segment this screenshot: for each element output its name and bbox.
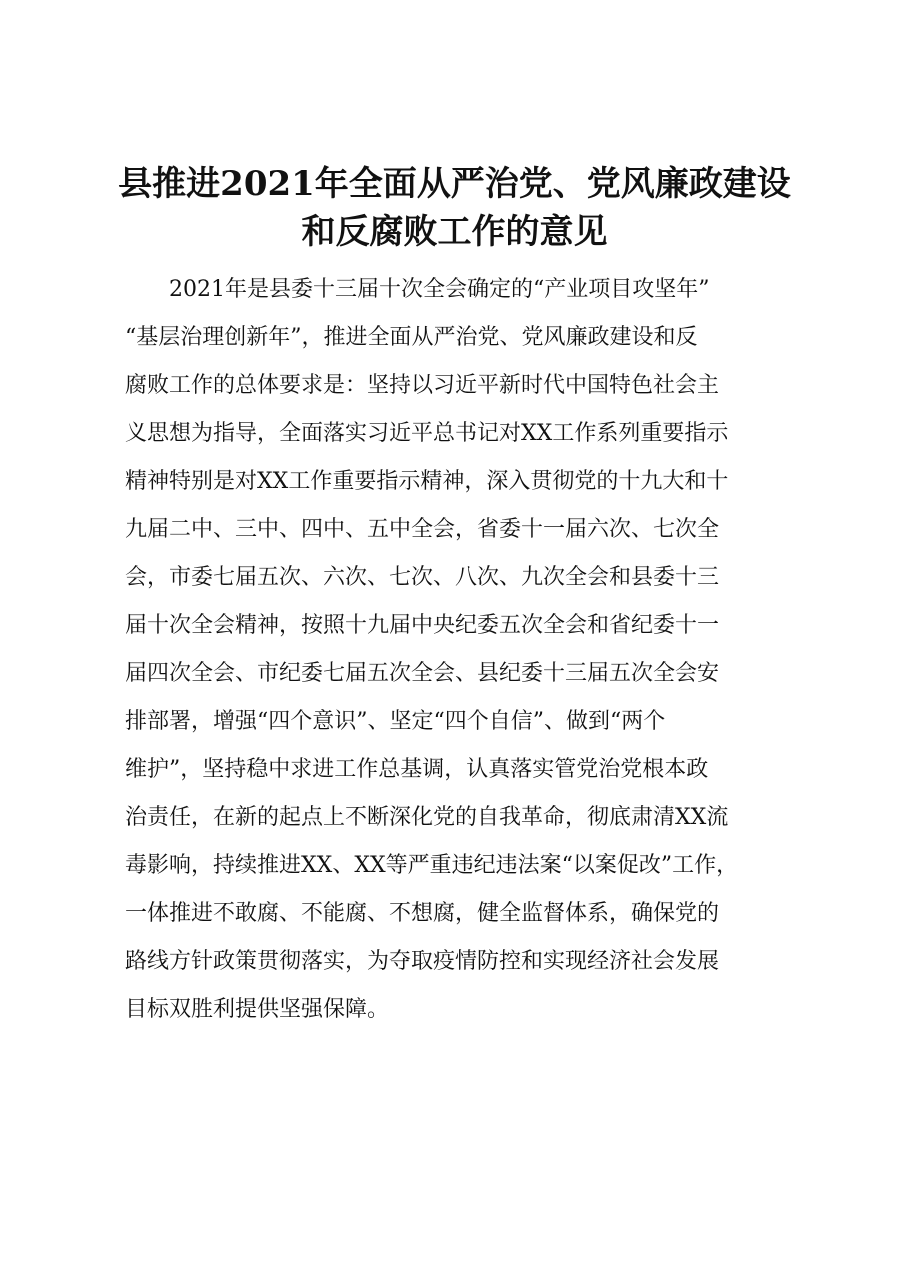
body-line-1: 2021年是县委十三届十次全会确定的“产业项目攻坚年” <box>169 277 710 302</box>
body-line-4: 义思想为指导，全面落实习近平总书记对XX工作系列重要指示 <box>125 421 729 446</box>
body-line-7: 会，市委七届五次、六次、七次、八次、九次全会和县委十三 <box>125 565 720 590</box>
body-line-8: 届十次全会精神，按照十九届中央纪委五次全会和省纪委十一 <box>125 613 720 638</box>
body-line-3: 腐败工作的总体要求是：坚持以习近平新时代中国特色社会主 <box>125 373 720 398</box>
body-line-13: 毒影响，持续推进XX、XX等严重违纪违法案“以案促改”工作， <box>125 853 739 878</box>
document-title-line-2: 和反腐败工作的意见 <box>301 212 608 252</box>
body-line-11: 维护”，坚持稳中求进工作总基调，认真落实管党治党根本政 <box>125 757 709 782</box>
body-line-12: 治责任，在新的起点上不断深化党的自我革命，彻底肃清XX流 <box>125 805 729 830</box>
document-body <box>125 266 785 1046</box>
body-line-6: 九届二中、三中、四中、五中全会，省委十一届六次、七次全 <box>125 517 720 542</box>
body-line-5: 精神特别是对XX工作重要指示精神，深入贯彻党的十九大和十 <box>125 469 729 494</box>
body-line-15: 路线方针政策贯彻落实，为夺取疫情防控和实现经济社会发展 <box>125 949 720 974</box>
body-line-2: “基层治理创新年”，推进全面从严治党、党风廉政建设和反 <box>125 325 698 350</box>
body-line-16: 目标双胜利提供坚强保障。 <box>125 997 390 1022</box>
body-line-10: 排部署，增强“四个意识”、坚定“四个自信”、做到“两个 <box>125 709 666 734</box>
document-title-line-1: 县推进2021年全面从严治党、党风廉政建设 <box>118 164 791 204</box>
body-line-14: 一体推进不敢腐、不能腐、不想腐，健全监督体系，确保党的 <box>125 901 720 926</box>
body-line-9: 届四次全会、市纪委七届五次全会、县纪委十三届五次全会安 <box>125 661 720 686</box>
